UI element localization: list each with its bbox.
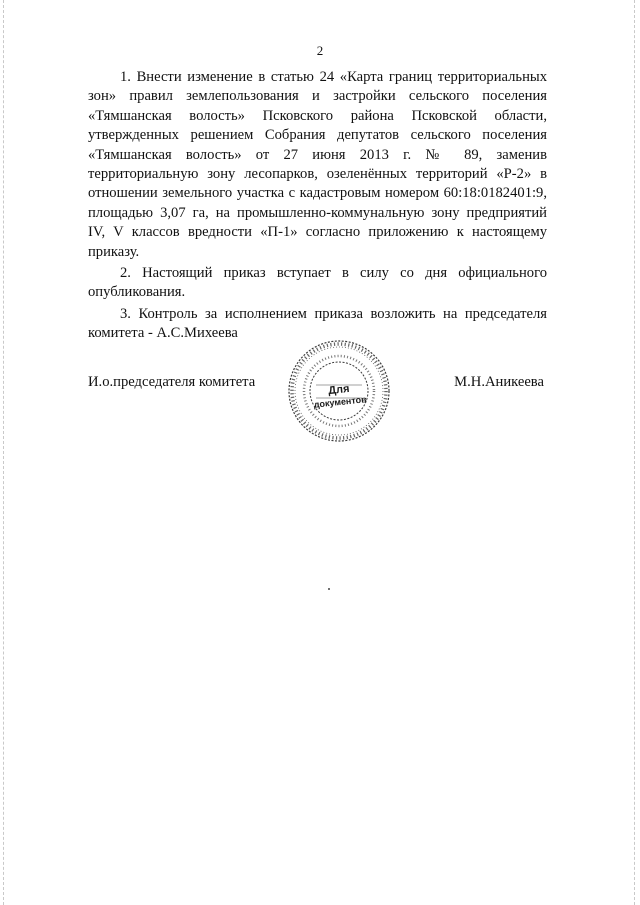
page-number: 2 — [316, 43, 324, 58]
order-text — [88, 68, 547, 346]
stray-mark — [328, 588, 330, 590]
paragraph-1: 1. Внести изменение в статью 24 «Карта границ территориальных зон» правил землепользования и застройки сельского поселения «Тямшанская волость» Псковского района Псковской области, утвержденных решением Собрания депутатов сельского поселения «Тямшанская волость» от 27 июня 2013 г. № 89, заменив территориальную зону лесопарков, озеленённых территорий «Р-2» в отношении земельного участка с кадастровым номером 60:18:0182401:9, площадью 3,07 га, на промышленно-коммунальную зону предприятий IV, V классов вредности «П-1» согласно приложению к настоящему приказу. — [88, 69, 547, 260]
official-stamp — [286, 338, 392, 444]
paragraph-3: 3. Контроль за исполнением приказа возложить на председателя комитета - А.С.Михеева — [88, 305, 547, 342]
stamp-text-line2: документов — [313, 394, 368, 410]
stamp-text-line1: Для — [327, 382, 351, 398]
signatory-name: М.Н.Аникеева — [454, 374, 544, 390]
signatory-title: И.о.председателя комитета — [88, 374, 256, 390]
scan-edge-left — [3, 0, 5, 905]
scan-edge-right — [634, 0, 636, 905]
paragraph-2: 2. Настоящий приказ вступает в силу со дня официального опубликования. — [88, 265, 547, 301]
